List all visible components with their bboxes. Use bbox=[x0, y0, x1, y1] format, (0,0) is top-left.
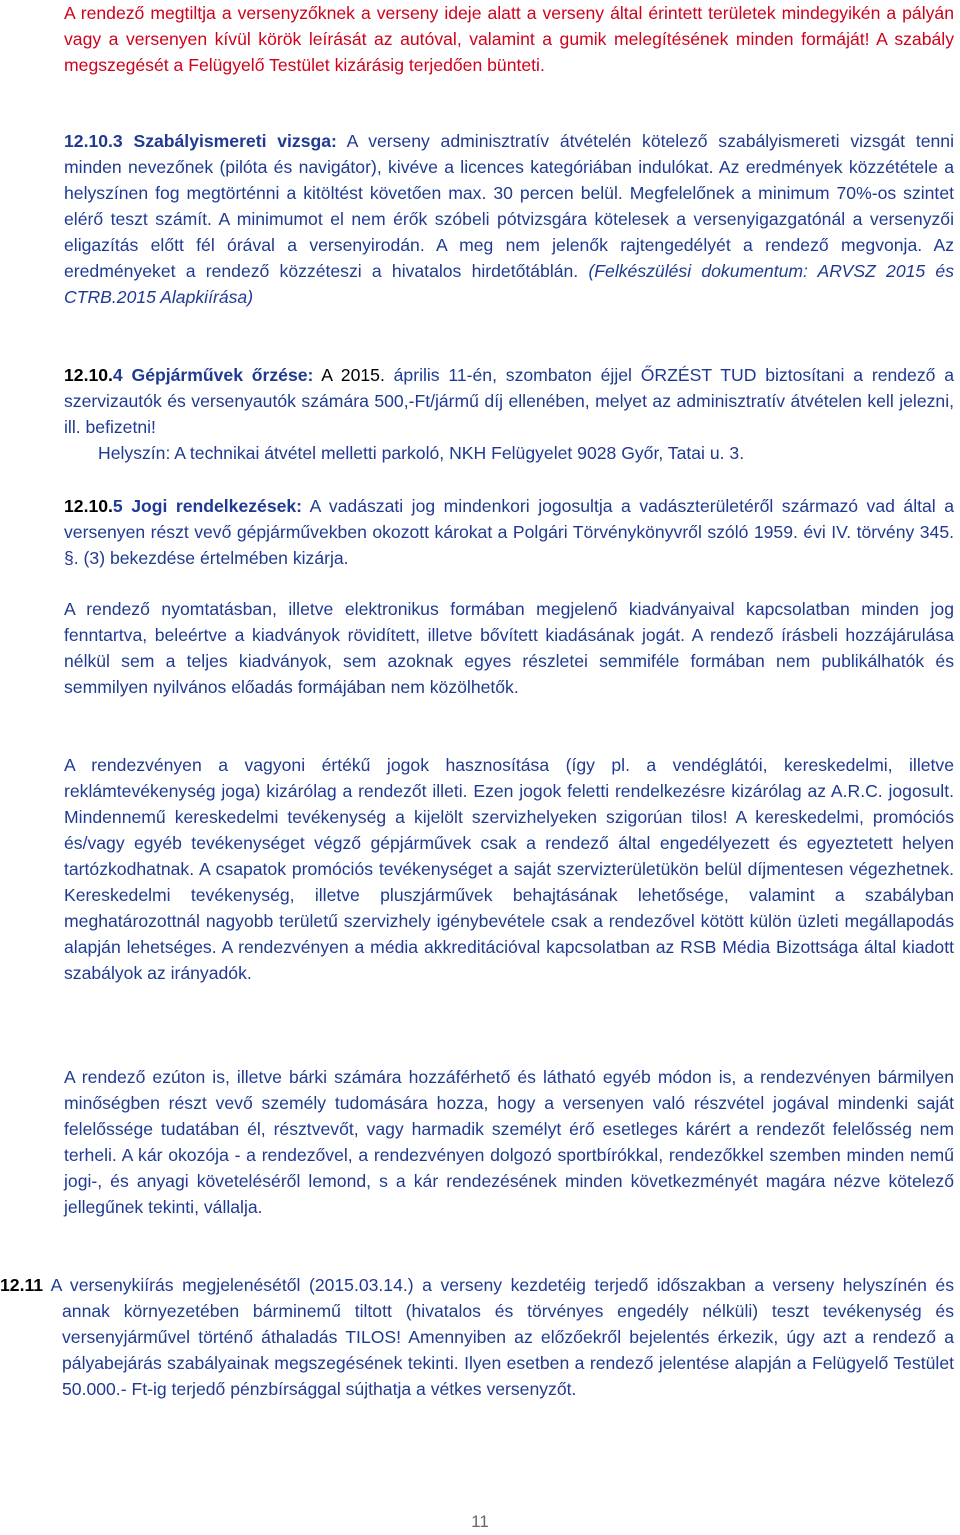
section-heading: 12.10.3 Szabályismereti vizsga: bbox=[64, 131, 337, 151]
page-number: 11 bbox=[471, 1512, 489, 1531]
paragraph-liability: A rendező ezúton is, illetve bárki számára hozzáférhető és látható egyéb módon is, a rendezvényen bármilyen minőségben részt vevő személy tudomására hozza, hogy a versenyen való részvétel jogával mindenki saját felelőssége tudatában él, résztvevőt, vagy harmadik személyt érő esetleges kárért a rendezőt felelősség nem terheli. A kár okozója - a rendezővel, a rendezvényen dolgozó sportbírókkal, rendezőkkel szemben minden nemű jogi-, és anyagi követeléséről lemond, s a kár rendezésének minden következményét magára nézve kötelező jellegűnek tekinti, vállalja. bbox=[64, 1067, 954, 1217]
section-number: 12.11 bbox=[0, 1275, 44, 1295]
section-12-10-4 bbox=[64, 362, 954, 440]
section-number: 12.10. bbox=[64, 496, 113, 516]
paragraph-commercial: A rendezvényen a vagyoni értékű jogok hasznosítása (így pl. a vendéglátói, kereskedelmi, illetve reklámtevékenység joga) kizárólag a rendezőt illeti. Ezen jogok feletti rendelkezésre kizárólag az A.R.C. jogosult. Mindennemű kereskedelmi tevékenység a kijelölt szervizhelyeken szigorúan tilos! A kereskedelmi, promóciós és/vagy egyéb tevékenységet végző gépjárművek csak a rendező által engedélyezett és egyeztetett helyen tartózkodhatnak. A csapatok promóciós tevékenységet a saját szervizterületükön belül díjmentesen végezhetnek. Kereskedelmi tevékenység, illetve pluszjárművek behajtásának lehetősége, valamint a szabályban meghatározottnál nagyobb területű szervizhely igénybevétele csak a rendezővel kötött külön üzleti megállapodás alapján lehetséges. A rendezvényen a média akkreditációval kapcsolatban az RSB Média Bizottsága által kiadott szabályok az irányadók. bbox=[64, 755, 954, 983]
intro-paragraph: A rendező megtiltja a versenyzőknek a verseny ideje alatt a verseny által érintett területek mindegyikén a pályán vagy a versenyen kívül körök leírását az autóval, valamint a gumik melegítésének minden formáját! A szabály megszegését a Felügyelő Testület kizárásig terjedően bünteti. bbox=[64, 3, 954, 75]
section-body: A 2015. bbox=[313, 365, 385, 385]
section-12-11 bbox=[0, 1272, 954, 1402]
section-body: A vadászati jog mindenkori jogosultja a vadászterületéről származó vad által a versenyen részt vevő gépjárművekben okozott károkat a Polgári Törvénykönyvről szóló 1959. évi IV. törvény 345. §. (3) bekezdése értelmében kizárja. bbox=[64, 496, 954, 568]
section-body-highlight: április 11-én, szombaton éjjel ŐRZÉST TUD biztosítani a rendező a szervizautók és versenyautók számára 500,-Ft/jármű díj ellenében, melyet az adminisztratív átvételen kell jelezni, ill. befizetni! bbox=[64, 365, 954, 437]
section-12-10-4-location: Helyszín: A technikai átvétel melletti parkoló, NKH Felügyelet 9028 Győr, Tatai u. 3. bbox=[98, 443, 745, 463]
section-body: A verseny adminisztratív átvételén kötelező szabályismereti vizsgát tenni minden nevezőnek (pilóta és navigátor), kivéve a licences kategóriában indulókat. Az eredmények közzététele a helyszínen fog megtörténni a kitöltést követően max. 30 percen belül. Megfelelőnek a minimum 70%-os szintet elérő teszt számít. A minimumot el nem érők szóbeli pótvizsgára kötelesek a versenyigazgatónál a versenyzői eligazítás előtt fél órával a versenyirodán. A meg nem jelenők rajtengedélyét a rendező megvonja. Az eredményeket a rendező közzéteszi a hivatalos hirdetőtáblán. bbox=[64, 131, 954, 281]
section-12-10-3 bbox=[64, 128, 954, 310]
section-12-10-5 bbox=[64, 493, 954, 571]
section-number: 12.10. bbox=[64, 365, 113, 385]
paragraph-rights: A rendező nyomtatásban, illetve elektronikus formában megjelenő kiadványaival kapcsolatban minden jog fenntartva, beleértve a kiadványok rövidített, illetve bővített kiadásának jogát. A rendező írásbeli hozzájárulása nélkül sem a teljes kiadványok, sem azoknak egyes részletei semmiféle formában nem publikálhatók és semmilyen nyilvános előadás formájában nem közölhetők. bbox=[64, 599, 954, 697]
section-heading: 5 Jogi rendelkezések: bbox=[112, 496, 303, 516]
section-note: (Felkészülési dokumentum: ARVSZ 2015 és CTRB.2015 Alapkiírása) bbox=[64, 261, 955, 307]
section-body: A versenykiírás megjelenésétől (2015.03.14.) a verseny kezdetéig terjedő időszakban a verseny helyszínén és annak környezetében bárminemű tiltott (hivatalos és törvényes engedély nélküli) teszt tevékenység és versenyjárművel történő áthaladás TILOS! Amennyiben az előzőekről bejelentés érkezik, úgy azt a rendező a pályabejárás szabályainak megszegésének tekinti. Ilyen esetben a rendező jelentése alapján a Felügyelő Testület 50.000.- Ft-ig terjedő pénzbírsággal sújthatja a vétkes versenyzőt. bbox=[43, 1275, 954, 1399]
section-heading: 4 Gépjárművek őrzése: bbox=[112, 365, 314, 385]
